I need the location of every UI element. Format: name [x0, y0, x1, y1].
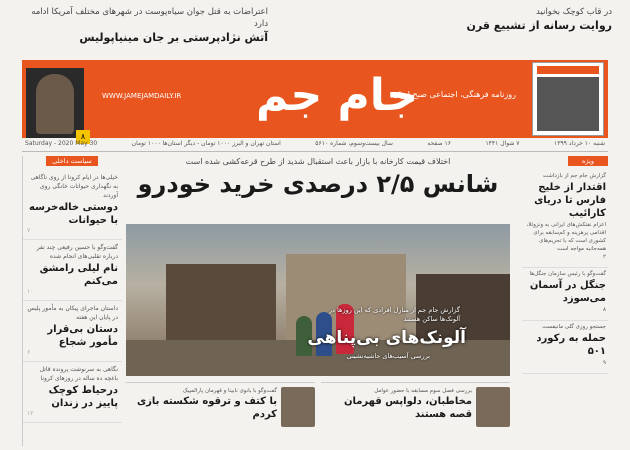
- website-url[interactable]: WWW.JAMEJAMDAILY.IR: [102, 92, 182, 100]
- shack-shape: [166, 264, 276, 344]
- teaser-headline[interactable]: آتش نژادپرستی بر جان مینیاپولیس: [79, 31, 268, 44]
- top-right-teaser[interactable]: [412, 6, 612, 33]
- item-page: ۸: [603, 307, 606, 313]
- page-number-badge: ۸: [76, 130, 90, 144]
- issue-date-english: Saturday - 2020 May 30: [25, 140, 98, 147]
- newspaper-logo: جام جم: [255, 70, 418, 121]
- item-body: اعزام نفتکش‌های ایرانی به ونزوئلا، اقدامی پرهزینه و کم‌سابقه برای کشوری است که با تحریم‌های همه‌جانبه مواجه است: [526, 222, 606, 252]
- bottom-story[interactable]: [126, 382, 315, 446]
- issue-hijri-date: ۷ شوال ۱۴۴۱: [485, 140, 520, 147]
- bottom-stories: [126, 382, 510, 446]
- item-page: ۱۰: [27, 288, 34, 295]
- item-headline[interactable]: نام لیلی رامشق می‌کنم: [39, 263, 118, 287]
- list-item[interactable]: [23, 170, 122, 240]
- list-item[interactable]: [522, 321, 608, 374]
- item-page: ۷: [27, 227, 31, 234]
- photo-caption-kicker: گزارش جام جم از منازل افرادی که این روزها در آلونک‌ها ساکن هستند: [328, 306, 460, 323]
- item-kicker: گفت‌وگو با رئیس سازمان جنگل‌ها: [529, 271, 606, 277]
- item-headline[interactable]: درحیاط کوچک پاییز در زندان: [48, 385, 118, 409]
- item-headline[interactable]: حمله به رکورد ۵۰۱: [536, 333, 606, 357]
- story-kicker: بررسی فصل سوم مسابقه با حضور عوامل: [374, 388, 472, 394]
- list-item[interactable]: [522, 170, 608, 268]
- section-label: ویژه: [568, 156, 608, 166]
- supplement-logo-bar: [537, 66, 599, 74]
- portrait-figure: [36, 74, 74, 134]
- supplement-cover-image: [537, 77, 599, 131]
- teaser-kicker: اعتراضات به قتل جوان سیاه‌پوست در شهرهای مختلف آمریکا ادامه دارد: [31, 7, 268, 29]
- issue-pages: ۱۶ صفحه: [427, 140, 451, 147]
- right-sidebar: [522, 156, 608, 446]
- photo-caption-sub: بررسی آسیب‌های حاشیه‌نشینی: [346, 352, 430, 360]
- story-headline[interactable]: با کتف و ترقوه شکسته بازی کردم: [136, 396, 277, 420]
- story-thumbnail: [476, 387, 510, 427]
- item-headline[interactable]: اقتدار از خلیج فارس تا دریای کارائیب: [534, 182, 606, 219]
- story-headline[interactable]: مخاطبان، دلواپس قهرمان قصه هستند: [343, 396, 472, 420]
- list-item[interactable]: [23, 362, 122, 423]
- list-item[interactable]: [522, 268, 608, 321]
- masthead: [22, 60, 608, 141]
- top-left-teaser[interactable]: [18, 6, 268, 45]
- item-headline[interactable]: جنگل در آسمان می‌سوزد: [529, 280, 606, 304]
- issue-number: سال بیست‌وسوم، شماره ۵۶۱۰: [315, 140, 393, 147]
- story-kicker: گفت‌وگو با بانوی نابینا و قهرمان پارالمپیک: [182, 388, 277, 394]
- section-label: سیاست داخلی: [46, 156, 98, 166]
- main-headline[interactable]: شانس ۲/۵ درصدی خرید خودرو: [137, 170, 499, 198]
- teaser-headline[interactable]: روایت رسانه از تشییع قرن: [466, 19, 612, 32]
- item-kicker: نگاهی به سرنوشت پرونده قاتل باغچه ده ساله در روزهای کرونا: [39, 366, 118, 382]
- item-kicker: داستان ماجرای پیکان به مأمور پلیس در پایان این هفته: [27, 305, 118, 321]
- list-item[interactable]: [23, 301, 122, 362]
- item-page: ۱۲: [27, 410, 34, 417]
- issue-date: شنبه ۱۰ خرداد ۱۳۹۹: [554, 140, 605, 147]
- photo-caption-headline[interactable]: آلونک‌های بی‌پناهی: [307, 328, 466, 348]
- main-kicker: اختلاف قیمت کارخانه با بازار باعث استقبال شدید از طرح قرعه‌کشی شده است: [185, 157, 451, 166]
- list-item[interactable]: [23, 240, 122, 301]
- item-kicker: گفت‌وگو با حسین رفیعی چند نفر درباره تقلبی‌های انجام شده: [36, 244, 118, 260]
- item-page: ۹: [603, 360, 606, 366]
- main-photo[interactable]: [126, 224, 510, 376]
- item-kicker: خیلی‌ها در ایام کرونا از روی ناگاهی به نگهداری حیوانات خانگی روی آوردند: [30, 174, 118, 199]
- item-page: ۲: [603, 254, 606, 260]
- main-story-area: [126, 156, 510, 446]
- protest-photo-thumbnail[interactable]: [26, 68, 86, 141]
- item-kicker: جستجو روزی گلی مانیفست: [542, 324, 606, 330]
- story-thumbnail: [281, 387, 315, 427]
- left-sidebar: [22, 156, 122, 446]
- teaser-kicker: در قاب کوچک بخوانید: [536, 7, 612, 17]
- supplement-cover-thumbnail[interactable]: [532, 62, 604, 136]
- item-headline[interactable]: دستان بی‌قرار مأمور شجاع: [47, 324, 118, 348]
- issue-price: استان تهران و البرز ۱۰۰۰ تومان - دیگر استان‌ها ۱۰۰۰ تومان: [131, 140, 281, 147]
- bottom-story[interactable]: [321, 382, 510, 446]
- item-kicker: گزارش جام جم از بازداشت: [542, 173, 606, 179]
- item-headline[interactable]: دوستی خاله‌خرسه با حیوانات: [29, 202, 118, 226]
- tagline: روزنامه فرهنگی، اجتماعی صبح ایران: [393, 90, 516, 99]
- issue-info-bar: [22, 140, 608, 152]
- item-page: ۶: [27, 349, 31, 356]
